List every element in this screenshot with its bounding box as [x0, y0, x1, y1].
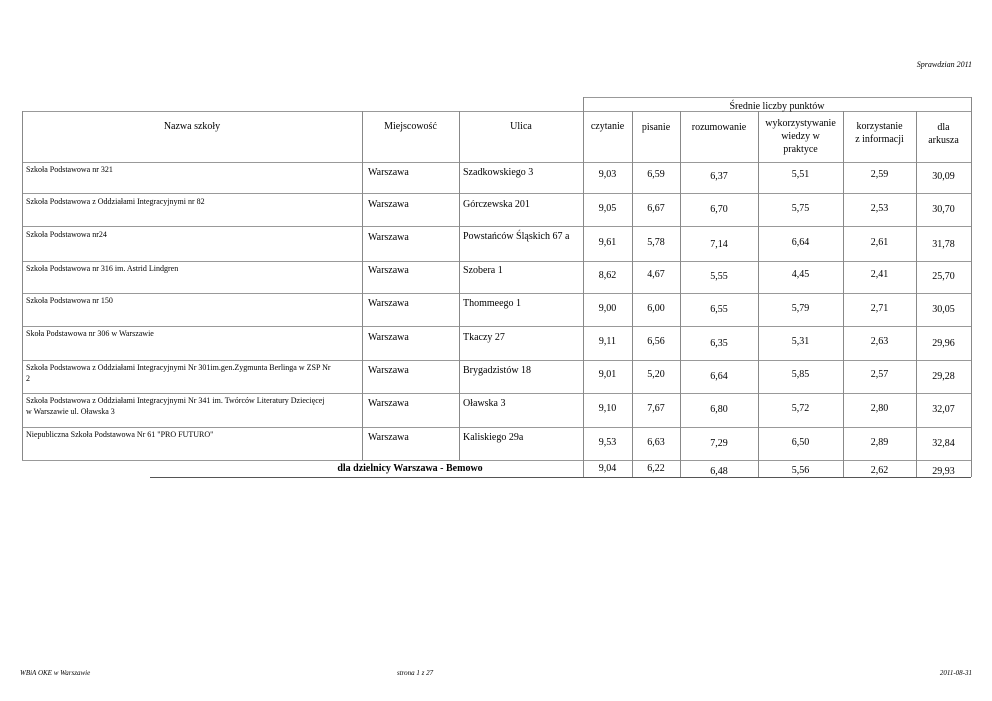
info-score: 2,71 — [870, 303, 889, 314]
city: Warszawa — [368, 365, 409, 376]
reasoning-score: 6,55 — [710, 304, 728, 315]
col-header-total: dla arkusza — [928, 122, 959, 146]
practice-score: 6,64 — [791, 237, 810, 248]
writing-score: 6,59 — [647, 169, 665, 180]
document-header: Sprawdzian 2011 — [916, 60, 972, 69]
street: Szobera 1 — [463, 265, 503, 276]
reading-score: 9,00 — [598, 303, 617, 314]
practice-score: 5,85 — [791, 369, 810, 380]
summary-info: 2,62 — [870, 465, 889, 476]
reading-score: 9,11 — [598, 336, 617, 347]
summary-label: dla dzielnicy Warszawa - Bemowo — [337, 463, 483, 474]
col-header-info: korzystanie z informacji — [855, 121, 904, 145]
info-score: 2,41 — [870, 269, 889, 280]
total-score: 30,70 — [932, 204, 955, 215]
writing-score: 6,63 — [647, 437, 665, 448]
practice-score: 5,51 — [791, 169, 810, 180]
footer-institution: WBiA OKE w Warszawie — [20, 669, 91, 677]
street: Szadkowskiego 3 — [463, 167, 534, 178]
col-header-city: Miejscowość — [384, 121, 437, 132]
city: Warszawa — [368, 298, 409, 309]
street: Thommeego 1 — [463, 298, 522, 309]
city: Warszawa — [368, 432, 409, 443]
info-score: 2,89 — [870, 437, 889, 448]
info-score: 2,80 — [870, 403, 889, 414]
city: Warszawa — [368, 398, 409, 409]
reading-score: 9,61 — [598, 237, 617, 248]
city: Warszawa — [368, 265, 409, 276]
practice-score: 5,75 — [791, 203, 810, 214]
info-score: 2,53 — [870, 203, 889, 214]
school-name: Niepubliczna Szkoła Podstawowa Nr 61 "PRO FUTURO" — [26, 430, 214, 439]
city: Warszawa — [368, 332, 409, 343]
summary-writing: 6,22 — [647, 463, 665, 474]
col-header-practice: wykorzystywanie wiedzy w praktyce — [765, 118, 836, 155]
total-score: 32,07 — [932, 404, 955, 415]
reasoning-score: 6,70 — [710, 204, 728, 215]
total-score: 30,09 — [932, 171, 955, 182]
col-header-street: Ulica — [510, 121, 532, 132]
reading-score: 8,62 — [598, 270, 617, 281]
reasoning-score: 6,64 — [710, 371, 728, 382]
info-score: 2,63 — [870, 336, 889, 347]
school-name: Szkoła Podstawowa nr24 — [26, 230, 107, 239]
writing-score: 5,20 — [647, 369, 665, 380]
reasoning-score: 6,35 — [710, 338, 728, 349]
school-name: Szkoła Podstawowa nr 316 im. Astrid Lindgren — [26, 264, 179, 273]
total-score: 25,70 — [932, 271, 955, 282]
col-header-school: Nazwa szkoły — [163, 121, 221, 132]
school-name: Szkoła Podstawowa z Oddziałami Integracyjnymi Nr 301im.gen.Zygmunta Berlinga w ZSP Nr 2 — [26, 363, 331, 383]
reasoning-score: 7,14 — [710, 239, 728, 250]
footer-page-number: strona 1 z 27 — [397, 669, 434, 677]
summary-total: 29,93 — [932, 466, 955, 477]
reading-score: 9,01 — [598, 369, 617, 380]
street: Górczewska 201 — [463, 199, 530, 210]
street: Oławska 3 — [463, 398, 506, 409]
city: Warszawa — [368, 167, 409, 178]
school-name: Skoła Podstawowa nr 306 w Warszawie — [26, 329, 154, 338]
reading-score: 9,53 — [598, 437, 617, 448]
summary-practice: 5,56 — [791, 465, 810, 476]
total-score: 30,05 — [932, 304, 955, 315]
col-header-reading: czytanie — [590, 121, 625, 132]
total-score: 32,84 — [932, 438, 955, 449]
practice-score: 5,79 — [791, 303, 810, 314]
reading-score: 9,05 — [598, 203, 617, 214]
practice-score: 5,72 — [791, 403, 810, 414]
reasoning-score: 5,55 — [710, 271, 728, 282]
reading-score: 9,10 — [598, 403, 617, 414]
info-score: 2,57 — [870, 369, 889, 380]
school-name: Szkoła Podstawowa z Oddziałami Integracyjnymi Nr 341 im. Twórców Literatury Dziecięcej w Warszawie ul. Oławska 3 — [26, 396, 325, 416]
writing-score: 6,67 — [647, 203, 665, 214]
city: Warszawa — [368, 232, 409, 243]
summary-reasoning: 6,48 — [710, 466, 728, 477]
summary-reading: 9,04 — [598, 463, 617, 474]
reasoning-score: 6,37 — [710, 171, 728, 182]
info-score: 2,61 — [870, 237, 889, 248]
writing-score: 6,56 — [647, 336, 665, 347]
col-header-writing: pisanie — [641, 122, 671, 133]
reasoning-score: 7,29 — [710, 438, 728, 449]
writing-score: 4,67 — [647, 269, 665, 280]
total-score: 31,78 — [932, 239, 955, 250]
total-score: 29,96 — [932, 338, 955, 349]
reading-score: 9,03 — [598, 169, 617, 180]
street: Kaliskiego 29a — [463, 432, 524, 443]
group-header-average-points: Średnie liczby punktów — [729, 101, 825, 112]
total-score: 29,28 — [932, 371, 955, 382]
writing-score: 7,67 — [647, 403, 665, 414]
practice-score: 6,50 — [791, 437, 810, 448]
footer-date: 2011-08-31 — [939, 669, 972, 677]
city: Warszawa — [368, 199, 409, 210]
practice-score: 4,45 — [791, 269, 810, 280]
writing-score: 5,78 — [647, 237, 665, 248]
writing-score: 6,00 — [647, 303, 665, 314]
col-header-reasoning: rozumowanie — [691, 122, 747, 133]
reasoning-score: 6,80 — [710, 404, 728, 415]
school-name: Szkoła Podstawowa nr 321 — [26, 165, 113, 174]
street: Tkaczy 27 — [463, 332, 505, 343]
school-name: Szkoła Podstawowa z Oddziałami Integracyjnymi nr 82 — [26, 197, 205, 206]
street: Brygadzistów 18 — [463, 365, 532, 376]
info-score: 2,59 — [870, 169, 889, 180]
street: Powstańców Śląskich 67 a — [463, 231, 570, 242]
school-name: Szkoła Podstawowa nr 150 — [26, 296, 113, 305]
practice-score: 5,31 — [791, 336, 810, 347]
